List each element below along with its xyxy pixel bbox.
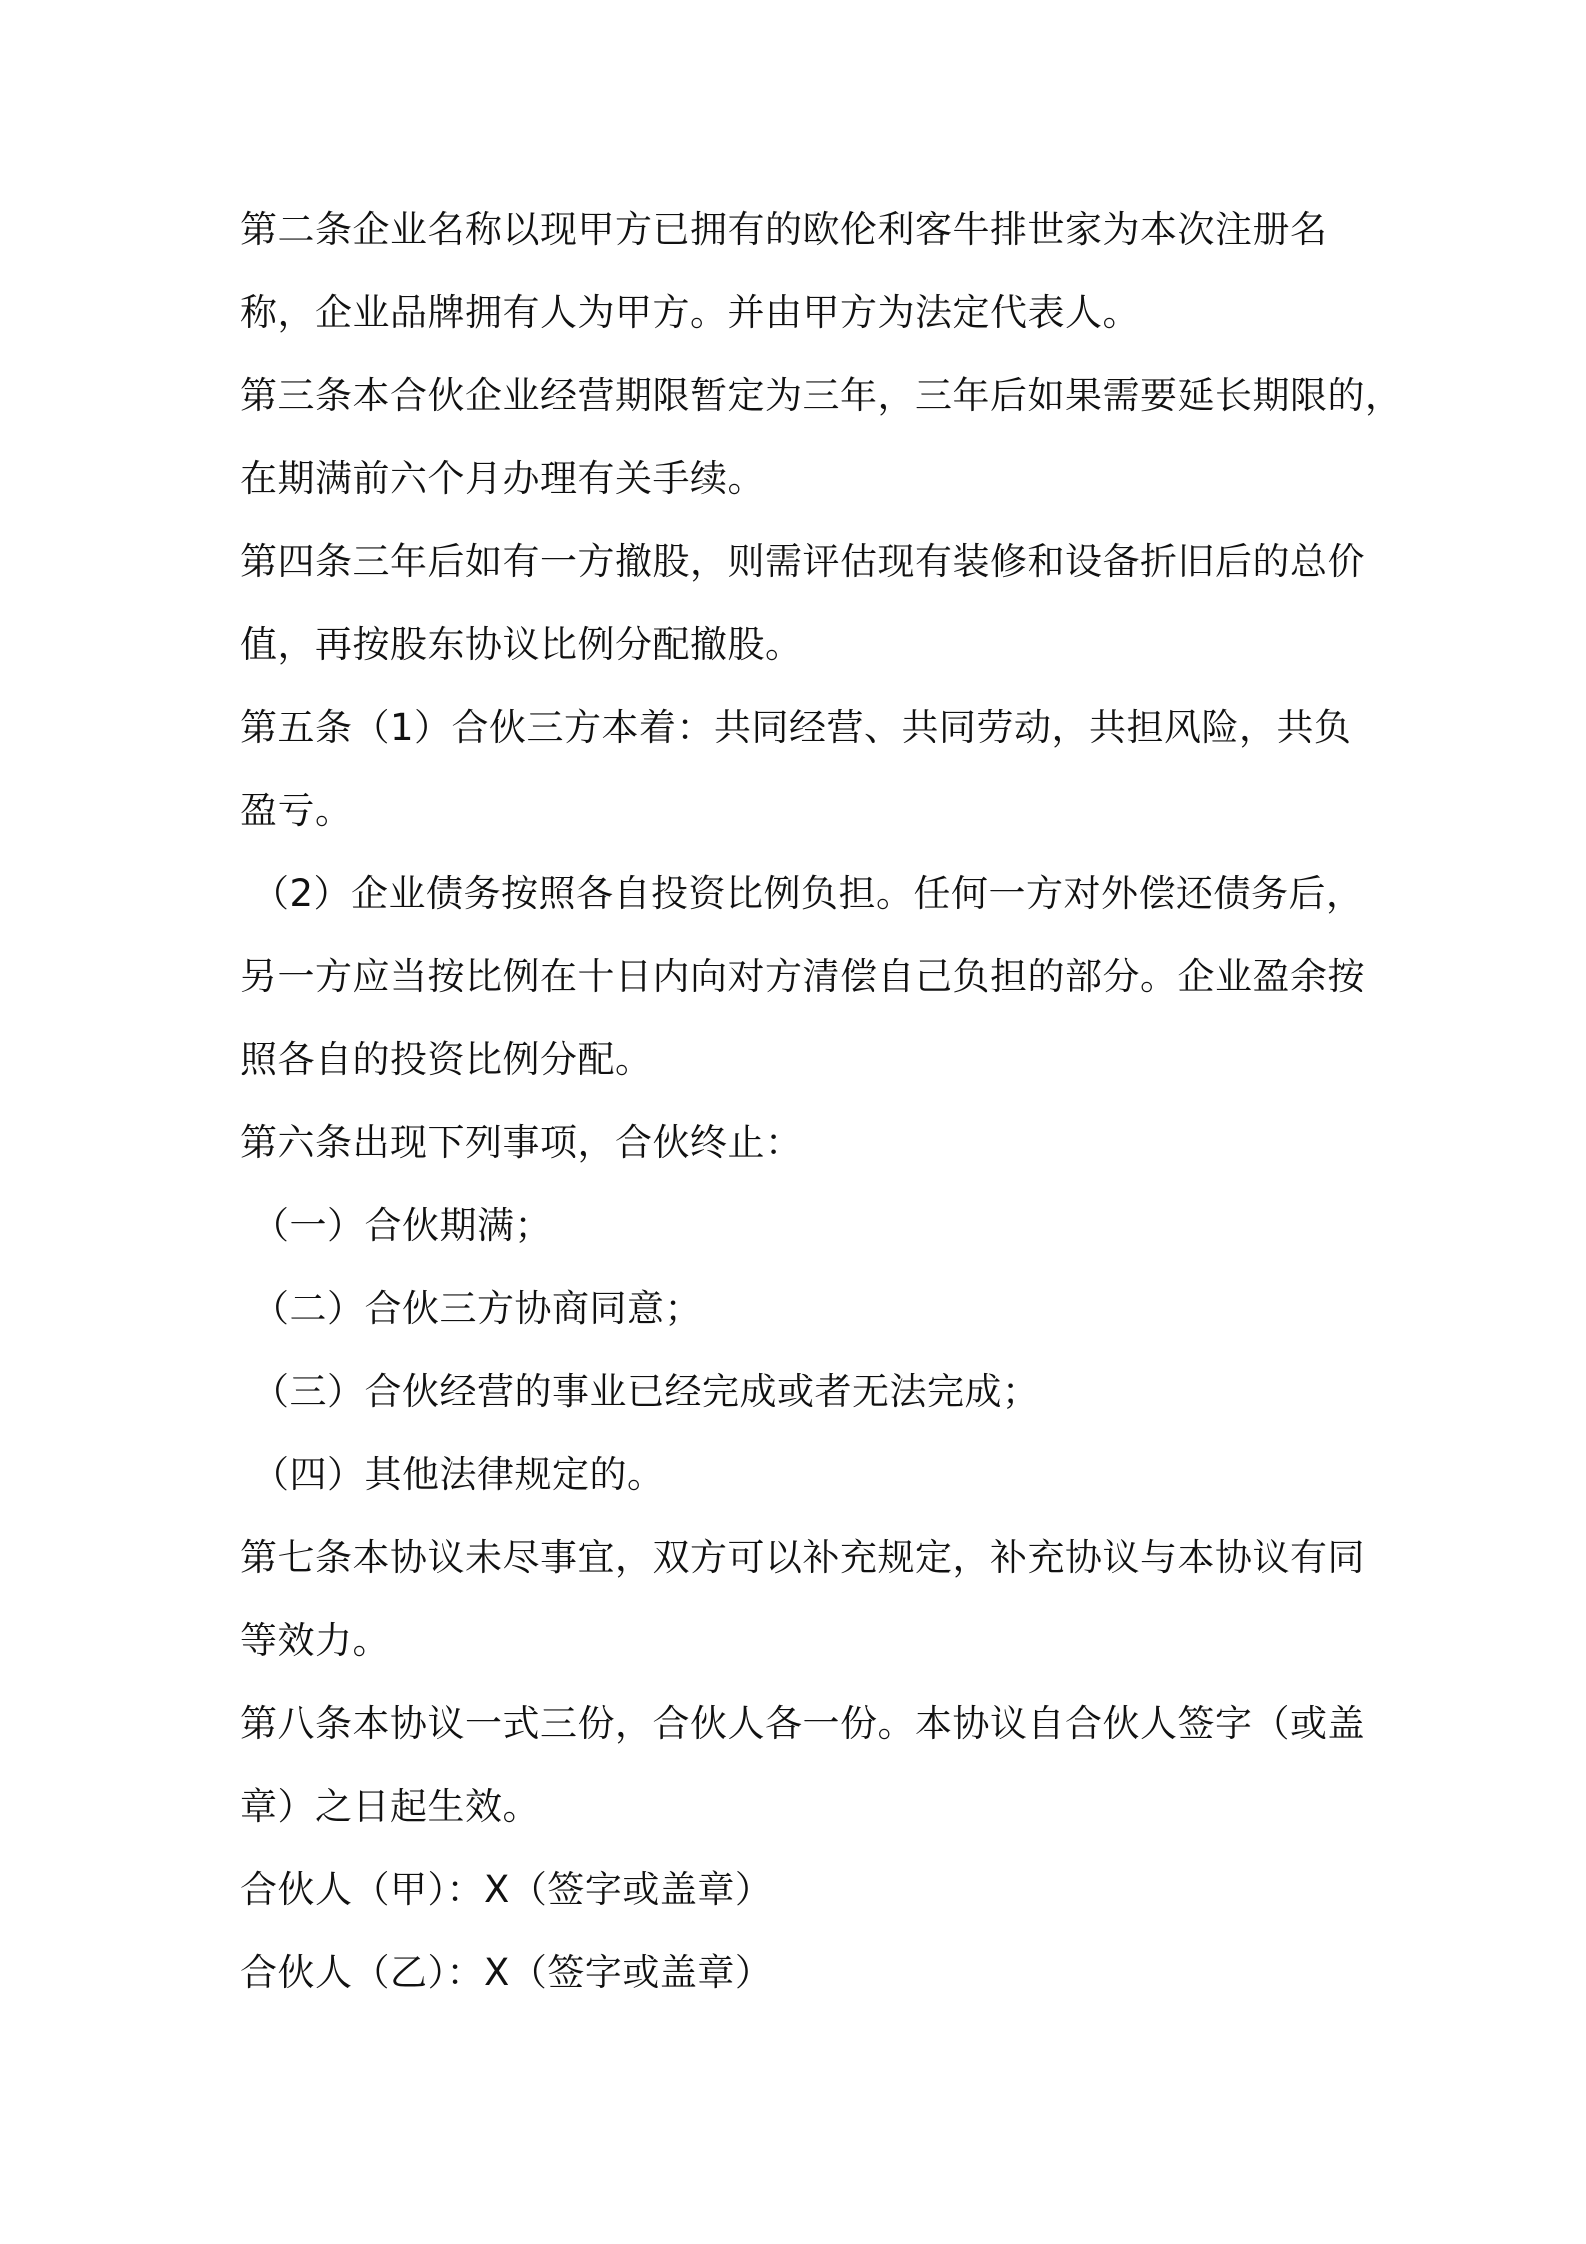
- article-3-line-1: 第三条本合伙企业经营期限暂定为三年，三年后如果需要延长期限的，: [240, 374, 1403, 417]
- article-4-line-2: 值，再按股东协议比例分配撤股。: [240, 623, 803, 666]
- article-7-line-1: 第七条本协议未尽事宜，双方可以补充规定，补充协议与本协议有同: [240, 1536, 1365, 1579]
- article-2-line-2: 称，企业品牌拥有人为甲方。并由甲方为法定代表人。: [240, 291, 1140, 334]
- article-5-clause-2-line-2: 另一方应当按比例在十日内向对方清偿自己负担的部分。企业盈余按: [240, 955, 1365, 998]
- article-5-line-1: 第五条（1）合伙三方本着：共同经营、共同劳动，共担风险，共负: [240, 706, 1352, 749]
- article-3-line-2: 在期满前六个月办理有关手续。: [240, 457, 765, 500]
- article-6-heading: 第六条出现下列事项，合伙终止：: [240, 1121, 803, 1164]
- article-6-item-4: （四）其他法律规定的。: [252, 1453, 665, 1496]
- article-6-item-2: （二）合伙三方协商同意；: [252, 1287, 702, 1330]
- article-8-line-2: 章）之日起生效。: [240, 1785, 540, 1828]
- article-6-item-1: （一）合伙期满；: [252, 1204, 552, 1247]
- article-4-line-1: 第四条三年后如有一方撤股，则需评估现有装修和设备折旧后的总价: [240, 540, 1365, 583]
- article-7-line-2: 等效力。: [240, 1619, 390, 1662]
- article-8-line-1: 第八条本协议一式三份，合伙人各一份。本协议自合伙人签字（或盖: [240, 1702, 1365, 1745]
- partner-a-signature-line: 合伙人（甲）：X（签字或盖章）: [240, 1868, 773, 1911]
- article-5-line-2: 盈亏。: [240, 789, 353, 832]
- article-6-item-3: （三）合伙经营的事业已经完成或者无法完成；: [252, 1370, 1040, 1413]
- partner-b-signature-line: 合伙人（乙）：X（签字或盖章）: [240, 1951, 773, 1994]
- article-2-line-1: 第二条企业名称以现甲方已拥有的欧伦利客牛排世家为本次注册名: [240, 208, 1328, 251]
- article-5-clause-2-line-1: （2）企业债务按照各自投资比例负担。任何一方对外偿还债务后，: [252, 872, 1364, 915]
- article-5-clause-2-line-3: 照各自的投资比例分配。: [240, 1038, 653, 1081]
